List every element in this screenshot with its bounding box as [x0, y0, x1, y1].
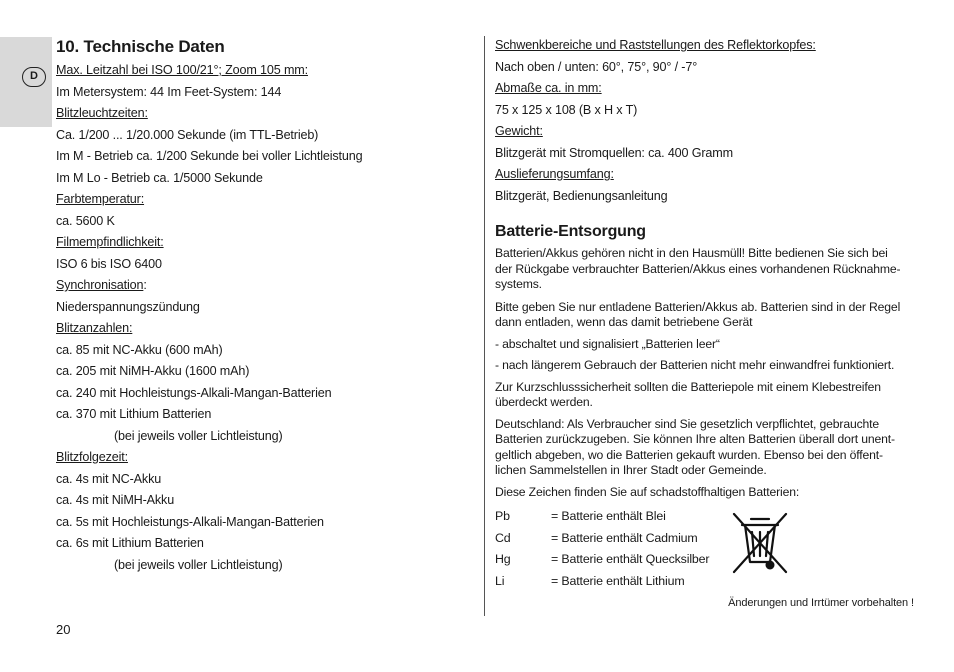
battery-symbol-row	[495, 549, 920, 571]
paragraph-line: dann entladen, wenn das damit betriebene Gerät	[495, 315, 753, 329]
section-title-technical-data: 10. Technische Daten	[56, 37, 225, 56]
spec-line: (bei jeweils voller Lichtleistung)	[114, 557, 283, 572]
spec-heading: Blitzfolgezeit:	[56, 450, 128, 464]
spec-line: Im M Lo - Betrieb ca. 1/5000 Sekunde	[56, 170, 263, 185]
battery-disposal-text	[495, 246, 920, 500]
technical-data-list	[56, 60, 476, 576]
paragraph	[495, 485, 920, 501]
paragraph-line: systems.	[495, 277, 542, 291]
symbol-description: = Batterie enthält Quecksilber	[551, 552, 710, 566]
spec-line: ca. 4s mit NC-Akku	[56, 471, 162, 486]
symbol-abbreviation: Hg	[495, 552, 511, 566]
paragraph-line: Deutschland: Als Verbraucher sind Sie gesetzlich verpflichtet, gebrauchte	[495, 416, 880, 431]
paragraph	[495, 300, 920, 331]
battery-symbol-row	[495, 528, 920, 550]
spec-line: 75 x 125 x 108 (B x H x T)	[495, 102, 638, 117]
spec-heading: Auslieferungsumfang:	[495, 167, 614, 181]
spec-line: Im Metersystem: 44 Im Feet-System: 144	[56, 84, 282, 99]
spec-line: ca. 370 mit Lithium Batterien	[56, 407, 212, 421]
spec-heading: Gewicht:	[495, 124, 543, 138]
spec-heading: Blitzleuchtzeiten:	[56, 106, 148, 120]
symbol-abbreviation: Li	[495, 573, 505, 588]
paragraph-line: geltlich abgeben, wo die Batterien gekauft wurden. Ebenso bei den öffent-	[495, 447, 883, 462]
spec-line: Niederspannungszündung	[56, 299, 200, 314]
language-badge: D	[22, 67, 46, 87]
specs-and-disposal-column	[495, 35, 920, 592]
paragraph-line: Batterien zurückzugeben. Sie können Ihre alten Batterien überall dort unent-	[495, 432, 895, 446]
paragraph	[495, 358, 920, 374]
paragraph	[495, 417, 920, 479]
spec-line: Im M - Betrieb ca. 1/200 Sekunde bei voller Lichtleistung	[56, 149, 363, 163]
battery-symbol-row	[495, 506, 920, 528]
spec-heading: Farbtemperatur:	[56, 192, 145, 206]
paragraph-line: Zur Kurzschlusssicherheit sollten die Batteriepole mit einem Klebestreifen	[495, 379, 881, 394]
paragraph-line: Bitte geben Sie nur entladene Batterien/Akkus ab. Batterien sind in der Regel	[495, 299, 901, 314]
spec-heading: Schwenkbereiche und Raststellungen des Reflektorkopfes:	[495, 38, 816, 52]
spec-heading: Max. Leitzahl bei ISO 100/21°; Zoom 105 mm:	[56, 63, 308, 77]
spec-line: Blitzgerät, Bedienungsanleitung	[495, 188, 668, 203]
paragraph	[495, 246, 920, 293]
paragraph-line: überdeckt werden.	[495, 395, 593, 409]
spec-heading: Abmaße ca. in mm:	[495, 81, 602, 95]
paragraph-line: - abschaltet und signalisiert „Batterien leer“	[495, 336, 720, 351]
technical-data-column	[56, 36, 476, 576]
spec-line: ca. 5600 K	[56, 213, 115, 228]
paragraph-line: lichen Sammelstellen in Ihrer Stadt oder Gemeinde.	[495, 463, 767, 477]
spec-line: ISO 6 bis ISO 6400	[56, 256, 162, 271]
spec-line: ca. 205 mit NiMH-Akku (1600 mAh)	[56, 364, 250, 378]
battery-symbol-list	[495, 506, 920, 592]
symbol-description: = Batterie enthält Lithium	[551, 573, 685, 588]
page-number: 20	[56, 622, 71, 637]
footnote: Änderungen und Irrtümer vorbehalten !	[728, 597, 914, 609]
battery-symbol-row	[495, 571, 920, 593]
spec-heading: Filmempfindlichkeit:	[56, 235, 164, 249]
column-divider	[484, 36, 485, 616]
section-title-battery-disposal: Batterie-Entsorgung	[495, 223, 646, 240]
symbol-abbreviation: Cd	[495, 530, 511, 545]
spec-line: Blitzgerät mit Stromquellen: ca. 400 Gramm	[495, 145, 733, 160]
paragraph-line: der Rückgabe verbrauchter Batterien/Akkus eines vorhandenen Rücknahme-	[495, 261, 901, 276]
spec-line: ca. 5s mit Hochleistungs-Alkali-Mangan-Batterien	[56, 514, 324, 529]
symbol-abbreviation: Pb	[495, 509, 510, 523]
paragraph	[495, 380, 920, 411]
spec-line: ca. 240 mit Hochleistungs-Alkali-Mangan-Batterien	[56, 385, 332, 400]
spec-line: ca. 4s mit NiMH-Akku	[56, 493, 175, 507]
paragraph-line: Diese Zeichen finden Sie auf schadstoffhaltigen Batterien:	[495, 484, 800, 499]
spec-line: Nach oben / unten: 60°, 75°, 90° / -7°	[495, 59, 698, 74]
spec-line: ca. 85 mit NC-Akku (600 mAh)	[56, 342, 223, 357]
symbol-description: = Batterie enthält Cadmium	[551, 530, 698, 545]
spec-line: (bei jeweils voller Lichtleistung)	[114, 428, 283, 443]
battery-symbols	[495, 506, 920, 592]
specs-list	[495, 35, 920, 207]
spec-heading: Synchronisation:	[56, 278, 147, 292]
spec-line: ca. 6s mit Lithium Batterien	[56, 536, 204, 550]
crossed-out-wheelie-bin-icon	[730, 510, 790, 576]
paragraph-line: Batterien/Akkus gehören nicht in den Hausmüll! Bitte bedienen Sie sich bei	[495, 246, 888, 260]
spec-heading: Blitzanzahlen:	[56, 321, 133, 335]
symbol-description: = Batterie enthält Blei	[551, 509, 666, 523]
paragraph	[495, 337, 920, 353]
spec-line: Ca. 1/200 ... 1/20.000 Sekunde (im TTL-Betrieb)	[56, 127, 319, 142]
paragraph-line: - nach längerem Gebrauch der Batterien nicht mehr einwandfrei funktioniert.	[495, 358, 895, 372]
